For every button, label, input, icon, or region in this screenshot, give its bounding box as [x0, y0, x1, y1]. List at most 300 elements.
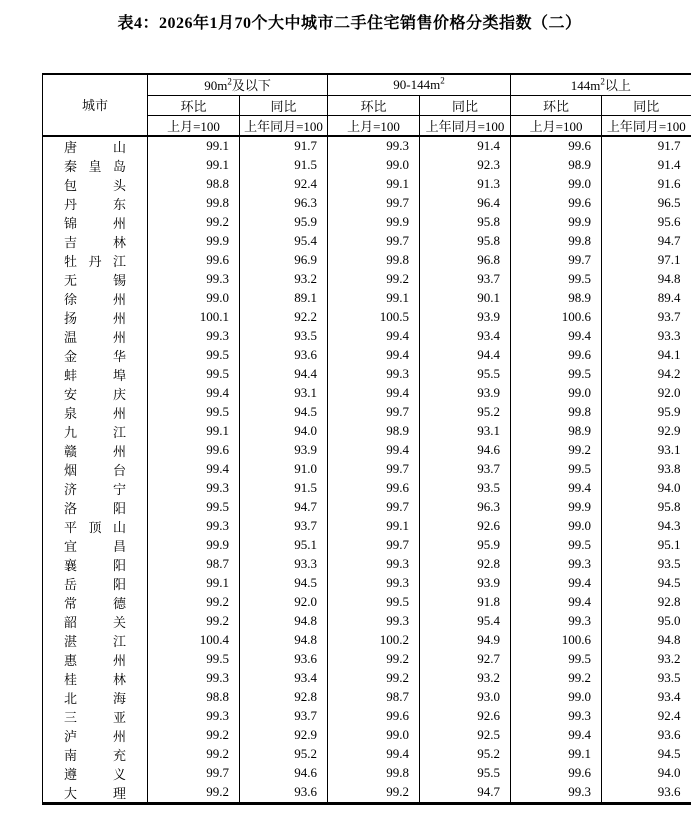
- table-row: [43, 726, 691, 745]
- city-cell: [43, 536, 148, 555]
- value-cell: 99.1: [148, 156, 240, 175]
- city-char: 宜: [64, 538, 78, 554]
- header-base-yoy-2: 上年同月=100: [420, 115, 511, 136]
- city-cell: [43, 574, 148, 593]
- value-cell: 99.0: [328, 726, 420, 745]
- value-cell: 93.2: [657, 651, 681, 666]
- value-cell: 96.3: [420, 498, 511, 517]
- header-yoy-1: 同比: [240, 95, 328, 115]
- city-cell: [43, 593, 148, 612]
- city-name: [64, 669, 126, 688]
- value-cell: 92.9: [657, 423, 681, 438]
- value-cell: 92.9: [240, 726, 328, 745]
- value-cell: 99.3: [328, 555, 420, 574]
- value-cell: 93.2: [240, 270, 328, 289]
- table-row: [43, 479, 691, 498]
- value-cell: 94.4: [420, 346, 511, 365]
- city-char: 林: [112, 671, 126, 687]
- city-char: 华: [112, 348, 126, 364]
- table-row: [43, 136, 691, 156]
- table-row: [43, 783, 691, 804]
- value-cell: 93.7: [657, 309, 681, 324]
- table-row: [43, 517, 691, 536]
- value-cell: 99.1: [148, 574, 240, 593]
- value-cell: 99.0: [511, 384, 602, 403]
- city-name: [64, 783, 126, 802]
- header-yoy-3: 同比: [602, 95, 691, 115]
- value-cell: 99.4: [148, 460, 240, 479]
- city-char: 关: [112, 614, 126, 630]
- city-char: 岳: [64, 576, 78, 592]
- value-cell: 99.5: [148, 346, 240, 365]
- value-cell: 90.1: [420, 289, 511, 308]
- group-label-text: 90-144m: [393, 76, 441, 92]
- city-name: [64, 232, 126, 251]
- value-cell: 99.7: [328, 498, 420, 517]
- value-cell: 99.4: [328, 441, 420, 460]
- city-name: [64, 308, 126, 327]
- city-cell: [43, 517, 148, 536]
- value-cell: 93.6: [657, 727, 681, 742]
- city-name: [64, 213, 126, 232]
- city-cell: [43, 213, 148, 232]
- value-cell: 99.2: [148, 213, 240, 232]
- value-cell: 94.5: [657, 746, 681, 761]
- value-cell: 95.9: [657, 404, 681, 419]
- table-row: [43, 403, 691, 422]
- city-cell: [43, 441, 148, 460]
- value-cell: 93.7: [420, 270, 511, 289]
- city-char: 包: [64, 177, 78, 193]
- city-name: [64, 175, 126, 194]
- value-cell: 99.6: [511, 136, 602, 156]
- table-row: [43, 251, 691, 270]
- value-cell: 92.6: [420, 517, 511, 536]
- value-cell: 99.3: [148, 479, 240, 498]
- city-cell: [43, 327, 148, 346]
- city-char: 头: [112, 177, 126, 193]
- value-cell: 91.4: [420, 136, 511, 156]
- value-cell: 99.5: [328, 593, 420, 612]
- value-cell: 100.2: [328, 631, 420, 650]
- value-cell: 94.7: [420, 783, 511, 804]
- value-cell: 99.3: [148, 669, 240, 688]
- city-name: [64, 555, 126, 574]
- page-title: 表4：2026年1月70个大中城市二手住宅销售价格分类指数（二）: [117, 15, 582, 32]
- value-cell: 91.5: [240, 479, 328, 498]
- city-cell: [43, 175, 148, 194]
- table-row: [43, 612, 691, 631]
- city-cell: [43, 555, 148, 574]
- city-name: [64, 346, 126, 365]
- city-name: [64, 403, 126, 422]
- value-cell: 99.7: [328, 194, 420, 213]
- value-cell: 99.4: [511, 479, 602, 498]
- value-cell: 94.5: [240, 403, 328, 422]
- value-cell: 93.9: [420, 384, 511, 403]
- value-cell: 94.5: [240, 574, 328, 593]
- city-name: [64, 707, 126, 726]
- value-cell: 100.4: [148, 631, 240, 650]
- city-cell: [43, 156, 148, 175]
- value-cell: 92.2: [240, 308, 328, 327]
- group-label-text: 144m: [570, 78, 601, 94]
- value-cell: 93.7: [420, 460, 511, 479]
- value-cell: 93.4: [657, 689, 681, 704]
- value-cell: 94.5: [657, 575, 681, 590]
- city-name: [64, 745, 126, 764]
- city-char: 桂: [64, 671, 78, 687]
- value-cell: 99.9: [148, 536, 240, 555]
- value-cell: 99.1: [148, 136, 240, 156]
- value-cell: 99.8: [328, 251, 420, 270]
- value-cell: 94.7: [657, 233, 681, 248]
- value-cell: 99.1: [328, 175, 420, 194]
- value-cell: 99.5: [148, 365, 240, 384]
- value-cell: 93.3: [240, 555, 328, 574]
- value-cell: 99.2: [148, 745, 240, 764]
- value-cell: 99.2: [328, 669, 420, 688]
- value-cell: 95.9: [420, 536, 511, 555]
- city-name: [64, 365, 126, 384]
- value-cell: 94.3: [657, 518, 681, 533]
- value-cell: 99.3: [148, 517, 240, 536]
- value-cell: 99.2: [148, 593, 240, 612]
- city-char: 州: [112, 405, 126, 421]
- city-cell: [43, 232, 148, 251]
- value-cell: 98.9: [511, 422, 602, 441]
- city-cell: [43, 707, 148, 726]
- value-cell: 99.8: [511, 403, 602, 422]
- city-cell: [43, 745, 148, 764]
- value-cell: 99.3: [328, 612, 420, 631]
- value-cell: 99.2: [148, 612, 240, 631]
- value-cell: 93.0: [420, 688, 511, 707]
- value-cell: 99.0: [511, 517, 602, 536]
- city-char: 皇: [88, 158, 102, 174]
- city-cell: [43, 384, 148, 403]
- city-name: [64, 422, 126, 441]
- value-cell: 91.7: [657, 138, 681, 153]
- value-cell: 92.4: [657, 708, 681, 723]
- table-row: [43, 764, 691, 783]
- city-char: 济: [64, 481, 78, 497]
- value-cell: 93.5: [420, 479, 511, 498]
- value-cell: 99.3: [148, 270, 240, 289]
- city-char: 州: [112, 215, 126, 231]
- value-cell: 94.1: [657, 347, 681, 362]
- city-char: 台: [112, 462, 126, 478]
- value-cell: 93.1: [657, 442, 681, 457]
- value-cell: 91.6: [657, 176, 681, 191]
- city-cell: [43, 669, 148, 688]
- city-char: 江: [112, 424, 126, 440]
- city-char: 海: [112, 690, 126, 706]
- value-cell: 99.3: [511, 783, 602, 804]
- city-cell: [43, 365, 148, 384]
- city-char: 山: [112, 519, 126, 535]
- value-cell: 98.9: [511, 289, 602, 308]
- value-cell: 98.8: [148, 688, 240, 707]
- value-cell: 93.8: [657, 461, 681, 476]
- table-row: [43, 175, 691, 194]
- value-cell: 92.7: [420, 650, 511, 669]
- city-cell: [43, 783, 148, 804]
- city-name: [64, 498, 126, 517]
- city-char: 昌: [112, 538, 126, 554]
- value-cell: 96.5: [657, 195, 681, 210]
- value-cell: 93.4: [240, 669, 328, 688]
- value-cell: 99.5: [511, 536, 602, 555]
- city-char: 吉: [64, 234, 78, 250]
- value-cell: 95.2: [240, 745, 328, 764]
- value-cell: 98.7: [148, 555, 240, 574]
- city-char: 泸: [64, 728, 78, 744]
- table-row: [43, 156, 691, 175]
- value-cell: 99.3: [511, 612, 602, 631]
- value-cell: 93.5: [657, 556, 681, 571]
- value-cell: 93.6: [657, 784, 681, 799]
- city-char: 州: [112, 310, 126, 326]
- city-cell: [43, 460, 148, 479]
- value-cell: 93.1: [240, 384, 328, 403]
- header-base-yoy-1: 上年同月=100: [240, 115, 328, 136]
- city-char: 秦: [64, 158, 78, 174]
- table-row: [43, 422, 691, 441]
- value-cell: 99.9: [511, 498, 602, 517]
- city-char: 顶: [88, 519, 102, 535]
- city-cell: [43, 764, 148, 783]
- header-group-90-below: [148, 74, 328, 95]
- city-name: [64, 536, 126, 555]
- value-cell: 94.7: [240, 498, 328, 517]
- table-row: [43, 631, 691, 650]
- value-cell: 99.4: [511, 327, 602, 346]
- table-row: [43, 707, 691, 726]
- value-cell: 99.4: [511, 726, 602, 745]
- value-cell: 94.9: [420, 631, 511, 650]
- value-cell: 93.5: [240, 327, 328, 346]
- value-cell: 99.1: [328, 289, 420, 308]
- table-row: [43, 593, 691, 612]
- table-row: [43, 346, 691, 365]
- city-char: 洛: [64, 500, 78, 516]
- city-char: 南: [64, 747, 78, 763]
- group-label-sup: 2: [440, 75, 445, 86]
- value-cell: 94.0: [657, 765, 681, 780]
- value-cell: 99.0: [511, 175, 602, 194]
- value-cell: 99.8: [148, 194, 240, 213]
- city-char: 扬: [64, 310, 78, 326]
- city-char: 徐: [64, 291, 78, 307]
- value-cell: 99.6: [511, 346, 602, 365]
- value-cell: 99.4: [328, 327, 420, 346]
- city-cell: [43, 403, 148, 422]
- value-cell: 99.5: [511, 650, 602, 669]
- city-char: 州: [112, 443, 126, 459]
- value-cell: 99.6: [328, 479, 420, 498]
- value-cell: 89.4: [657, 290, 681, 305]
- city-char: 锡: [112, 272, 126, 288]
- table-row: [43, 365, 691, 384]
- city-name: [64, 384, 126, 403]
- header-group-144-above: [511, 74, 691, 95]
- value-cell: 95.0: [657, 613, 681, 628]
- value-cell: 98.9: [328, 422, 420, 441]
- city-cell: [43, 422, 148, 441]
- city-char: 阳: [112, 500, 126, 516]
- city-char: 丹: [64, 196, 78, 212]
- city-name: [64, 593, 126, 612]
- value-cell: 94.0: [240, 422, 328, 441]
- value-cell: 100.1: [148, 308, 240, 327]
- city-char: 三: [64, 709, 78, 725]
- value-cell: 93.3: [657, 328, 681, 343]
- group-label-text: 及以下: [231, 78, 271, 94]
- city-name: [64, 460, 126, 479]
- city-char: 平: [64, 519, 78, 535]
- value-cell: 93.9: [420, 308, 511, 327]
- value-cell: 93.6: [240, 783, 328, 804]
- city-char: 林: [112, 234, 126, 250]
- city-name: [64, 441, 126, 460]
- value-cell: 99.4: [328, 384, 420, 403]
- value-cell: 94.8: [657, 632, 681, 647]
- city-char: 温: [64, 329, 78, 345]
- value-cell: 91.7: [240, 136, 328, 156]
- value-cell: 94.8: [657, 271, 681, 286]
- value-cell: 93.2: [420, 669, 511, 688]
- table-row: [43, 384, 691, 403]
- city-name: [64, 137, 126, 156]
- value-cell: 99.0: [328, 156, 420, 175]
- header-base-mom-1: 上月=100: [148, 115, 240, 136]
- city-cell: [43, 270, 148, 289]
- city-char: 唐: [64, 139, 78, 155]
- city-char: 州: [112, 291, 126, 307]
- value-cell: 91.0: [240, 460, 328, 479]
- table-row: [43, 650, 691, 669]
- city-cell: [43, 726, 148, 745]
- value-cell: 96.3: [240, 194, 328, 213]
- price-index-table: [42, 73, 691, 805]
- city-cell: [43, 346, 148, 365]
- value-cell: 96.9: [240, 251, 328, 270]
- value-cell: 99.1: [328, 517, 420, 536]
- value-cell: 99.5: [148, 403, 240, 422]
- city-char: 义: [112, 766, 126, 782]
- value-cell: 99.6: [328, 707, 420, 726]
- value-cell: 99.4: [511, 593, 602, 612]
- value-cell: 89.1: [240, 289, 328, 308]
- value-cell: 99.3: [148, 327, 240, 346]
- value-cell: 99.5: [511, 365, 602, 384]
- table-row: [43, 441, 691, 460]
- city-name: [64, 270, 126, 289]
- city-char: 理: [112, 785, 126, 801]
- value-cell: 99.2: [328, 650, 420, 669]
- city-char: 州: [112, 652, 126, 668]
- city-char: 山: [112, 139, 126, 155]
- city-name: [64, 688, 126, 707]
- city-name: [64, 631, 126, 650]
- value-cell: 99.4: [328, 745, 420, 764]
- header-base-yoy-3: 上年同月=100: [602, 115, 691, 136]
- value-cell: 99.6: [148, 251, 240, 270]
- city-name: [64, 726, 126, 745]
- value-cell: 92.0: [240, 593, 328, 612]
- table-row: [43, 555, 691, 574]
- city-char: 湛: [64, 633, 78, 649]
- value-cell: 95.4: [420, 612, 511, 631]
- value-cell: 94.6: [420, 441, 511, 460]
- header-mom-1: 环比: [148, 95, 240, 115]
- value-cell: 99.8: [511, 232, 602, 251]
- value-cell: 91.8: [420, 593, 511, 612]
- table-row: [43, 745, 691, 764]
- value-cell: 94.4: [240, 365, 328, 384]
- value-cell: 93.9: [420, 574, 511, 593]
- value-cell: 98.9: [511, 156, 602, 175]
- city-cell: [43, 612, 148, 631]
- value-cell: 95.1: [240, 536, 328, 555]
- city-char: 江: [112, 253, 126, 269]
- value-cell: 95.8: [657, 499, 681, 514]
- city-cell: [43, 479, 148, 498]
- value-cell: 99.2: [148, 783, 240, 804]
- value-cell: 96.8: [420, 251, 511, 270]
- value-cell: 95.4: [240, 232, 328, 251]
- value-cell: 99.2: [148, 726, 240, 745]
- table-row: [43, 194, 691, 213]
- city-cell: [43, 194, 148, 213]
- city-char: 埠: [112, 367, 126, 383]
- value-cell: 99.7: [148, 764, 240, 783]
- city-cell: [43, 251, 148, 270]
- value-cell: 99.9: [148, 232, 240, 251]
- value-cell: 95.1: [657, 537, 681, 552]
- header-city: 城市: [43, 74, 148, 136]
- value-cell: 99.0: [148, 289, 240, 308]
- value-cell: 98.7: [328, 688, 420, 707]
- city-char: 江: [112, 633, 126, 649]
- value-cell: 92.6: [420, 707, 511, 726]
- city-char: 九: [64, 424, 78, 440]
- table-row: [43, 460, 691, 479]
- value-cell: 95.8: [420, 213, 511, 232]
- table-row: [43, 270, 691, 289]
- value-cell: 95.2: [420, 403, 511, 422]
- value-cell: 99.3: [328, 136, 420, 156]
- value-cell: 93.9: [240, 441, 328, 460]
- value-cell: 99.8: [328, 764, 420, 783]
- value-cell: 94.2: [657, 366, 681, 381]
- value-cell: 99.9: [328, 213, 420, 232]
- city-char: 岛: [112, 158, 126, 174]
- city-char: 韶: [64, 614, 78, 630]
- city-name: [64, 194, 126, 213]
- value-cell: 99.3: [328, 574, 420, 593]
- value-cell: 99.1: [511, 745, 602, 764]
- city-char: 州: [112, 329, 126, 345]
- value-cell: 92.8: [240, 688, 328, 707]
- header-mom-2: 环比: [328, 95, 420, 115]
- city-char: 阳: [112, 576, 126, 592]
- value-cell: 92.8: [657, 594, 681, 609]
- city-name: [64, 650, 126, 669]
- value-cell: 95.6: [657, 214, 681, 229]
- city-char: 亚: [112, 709, 126, 725]
